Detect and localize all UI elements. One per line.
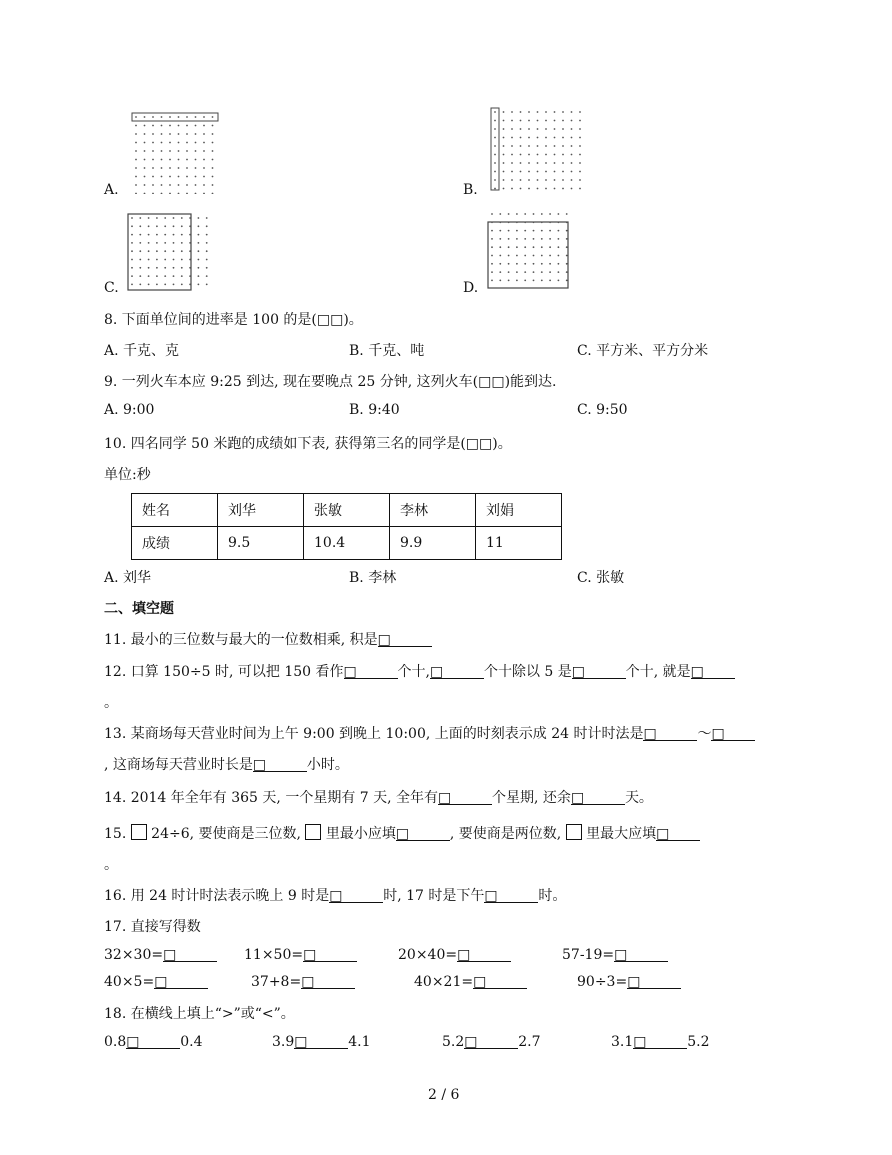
table-cell: 李林 bbox=[390, 494, 476, 527]
option-b-label: B. bbox=[463, 182, 478, 198]
blank-mark: □ bbox=[457, 947, 471, 963]
blank-mark: □ bbox=[438, 790, 452, 806]
answer-blank[interactable] bbox=[691, 664, 735, 679]
q15-text-c: 里最小应填 bbox=[325, 826, 396, 842]
q13-text-d: 小时。 bbox=[306, 757, 349, 773]
q12-text-b: 个十, bbox=[397, 664, 430, 680]
q16-text-a: 16. 用 24 时计时法表示晚上 9 时是 bbox=[104, 888, 330, 904]
calc-expression: 57-19= bbox=[562, 947, 615, 963]
q10-option-c: C. 张敏 bbox=[577, 570, 625, 586]
answer-blank[interactable] bbox=[464, 1034, 518, 1049]
dot-grid-figure-b bbox=[488, 106, 584, 194]
blank-mark: □ bbox=[154, 974, 168, 990]
blank-mark: □ bbox=[484, 888, 498, 904]
question-14 bbox=[104, 787, 653, 807]
blank-mark: □ bbox=[643, 726, 657, 742]
calc-item bbox=[104, 974, 208, 990]
answer-blank[interactable] bbox=[572, 664, 626, 679]
table-cell: 刘娟 bbox=[476, 494, 562, 527]
compare-item bbox=[104, 1034, 203, 1050]
compare-right: 4.1 bbox=[348, 1034, 371, 1050]
table-cell: 9.5 bbox=[218, 527, 304, 560]
digit-box bbox=[305, 824, 321, 840]
calc-item bbox=[244, 947, 357, 963]
answer-blank[interactable] bbox=[163, 947, 217, 962]
q9-option-b: B. 9:40 bbox=[349, 402, 400, 418]
q12-text-c: 个十除以 5 是 bbox=[483, 664, 572, 680]
blank-mark: □ bbox=[614, 947, 628, 963]
question-17-stem: 17. 直接写得数 bbox=[104, 919, 201, 935]
q14-text-a: 14. 2014 年全年有 365 天, 一个星期有 7 天, 全年有 bbox=[104, 790, 439, 806]
q14-text-c: 天。 bbox=[624, 790, 653, 806]
answer-blank[interactable] bbox=[430, 664, 484, 679]
dot-grid-figure-c bbox=[125, 210, 215, 294]
table-cell: 成绩 bbox=[132, 527, 218, 560]
blank-mark: □ bbox=[627, 974, 641, 990]
option-d-label: D. bbox=[463, 280, 479, 296]
option-a-label: A. bbox=[104, 182, 119, 198]
compare-left: 3.1 bbox=[611, 1034, 634, 1050]
blank-mark: □ bbox=[252, 757, 267, 773]
calc-item bbox=[414, 974, 527, 990]
blank-mark: □ bbox=[633, 1034, 647, 1050]
answer-blank[interactable] bbox=[344, 664, 398, 679]
blank-mark: □ bbox=[395, 826, 410, 842]
answer-blank[interactable] bbox=[627, 974, 681, 989]
q9-option-a: A. 9:00 bbox=[104, 402, 155, 418]
answer-blank[interactable] bbox=[571, 790, 625, 805]
q10-option-a: A. 刘华 bbox=[104, 570, 152, 586]
q9-option-c: C. 9:50 bbox=[577, 402, 628, 418]
question-12 bbox=[104, 661, 735, 681]
unit-label: 单位:秒 bbox=[104, 467, 151, 483]
answer-blank[interactable] bbox=[396, 826, 450, 841]
compare-right: 5.2 bbox=[687, 1034, 710, 1050]
answer-blank[interactable] bbox=[643, 726, 697, 741]
page-number: 2 / 6 bbox=[428, 1087, 460, 1103]
calc-expression: 40×5= bbox=[104, 974, 155, 990]
question-13-cont bbox=[104, 754, 349, 774]
q13-text-c: , 这商场每天营业时长是 bbox=[104, 757, 253, 773]
calc-expression: 11×50= bbox=[244, 947, 304, 963]
compare-item bbox=[442, 1034, 541, 1050]
blank-mark: □ bbox=[329, 888, 343, 904]
blank-mark: □ bbox=[711, 726, 725, 742]
section-heading: 二、填空题 bbox=[104, 601, 174, 617]
table-row bbox=[132, 527, 562, 560]
question-18-stem: 18. 在横线上填上“>”或“<”。 bbox=[104, 1006, 295, 1022]
q16-text-b: 时, 17 时是下午 bbox=[383, 888, 485, 904]
q12-end: 。 bbox=[104, 695, 118, 711]
answer-blank[interactable] bbox=[301, 974, 355, 989]
q8-option-b: B. 千克、吨 bbox=[349, 343, 425, 359]
table-cell: 11 bbox=[476, 527, 562, 560]
compare-left: 5.2 bbox=[442, 1034, 465, 1050]
question-13 bbox=[104, 723, 755, 743]
q12-text-d: 个十, 就是 bbox=[625, 664, 691, 680]
blank-mark: □ bbox=[126, 1034, 140, 1050]
option-c-label: C. bbox=[104, 280, 119, 296]
q15-text-a: 15. bbox=[104, 826, 127, 842]
compare-item bbox=[272, 1034, 371, 1050]
compare-right: 0.4 bbox=[180, 1034, 203, 1050]
digit-box bbox=[131, 824, 147, 840]
calc-expression: 37+8= bbox=[251, 974, 302, 990]
table-cell: 刘华 bbox=[218, 494, 304, 527]
blank-mark: □ bbox=[690, 664, 704, 680]
answer-blank[interactable] bbox=[633, 1034, 687, 1049]
blank-mark: □ bbox=[429, 664, 444, 680]
compare-left: 3.9 bbox=[272, 1034, 295, 1050]
results-table bbox=[131, 493, 562, 560]
blank-mark: □ bbox=[473, 974, 487, 990]
table-cell: 张敏 bbox=[304, 494, 390, 527]
answer-blank[interactable] bbox=[303, 947, 357, 962]
blank-mark: □ bbox=[343, 664, 357, 680]
question-8-stem: 8. 下面单位间的进率是 100 的是(□□)。 bbox=[104, 312, 363, 328]
blank-mark: □ bbox=[163, 947, 177, 963]
blank-mark: □ bbox=[303, 947, 317, 963]
q10-option-b: B. 李林 bbox=[349, 570, 397, 586]
q15-text-e: 里最大应填 bbox=[586, 826, 657, 842]
calc-item bbox=[562, 947, 668, 963]
answer-blank[interactable] bbox=[253, 757, 307, 772]
answer-blank[interactable] bbox=[329, 888, 383, 903]
table-cell: 10.4 bbox=[304, 527, 390, 560]
blank-mark: □ bbox=[464, 1034, 478, 1050]
q13-text-a: 13. 某商场每天营业时间为上午 9:00 到晚上 10:00, 上面的时刻表示成 24 时计时法是 bbox=[104, 726, 644, 742]
calc-item bbox=[104, 947, 217, 963]
answer-blank[interactable] bbox=[473, 974, 527, 989]
blank-mark: □ bbox=[570, 790, 585, 806]
answer-blank[interactable] bbox=[614, 947, 668, 962]
q8-option-c: C. 平方米、平方分米 bbox=[577, 343, 709, 359]
question-9-stem: 9. 一列火车本应 9:25 到达, 现在要晚点 25 分钟, 这列火车(□□)能到达. bbox=[104, 374, 557, 390]
calc-item bbox=[251, 974, 355, 990]
q15-text-d: , 要使商是两位数, bbox=[449, 826, 562, 842]
q15-end: 。 bbox=[104, 857, 118, 873]
answer-blank[interactable] bbox=[656, 826, 700, 841]
dot-grid-figure-a bbox=[130, 110, 222, 194]
answer-blank[interactable] bbox=[294, 1034, 348, 1049]
compare-item bbox=[611, 1034, 710, 1050]
question-16 bbox=[104, 885, 566, 905]
question-11 bbox=[104, 629, 432, 649]
compare-left: 0.8 bbox=[104, 1034, 127, 1050]
question-10-stem: 10. 四名同学 50 米跑的成绩如下表, 获得第三名的同学是(□□)。 bbox=[104, 436, 512, 452]
table-cell: 姓名 bbox=[132, 494, 218, 527]
blank-mark: □ bbox=[377, 632, 391, 648]
table-row bbox=[132, 494, 562, 527]
dot-grid-figure-d bbox=[484, 208, 574, 292]
blank-mark: □ bbox=[301, 974, 315, 990]
q15-text-b: 24÷6, 要使商是三位数, bbox=[151, 826, 301, 842]
digit-box bbox=[566, 824, 582, 840]
question-15 bbox=[104, 823, 700, 843]
answer-blank[interactable] bbox=[457, 947, 511, 962]
table-cell: 9.9 bbox=[390, 527, 476, 560]
q16-text-c: 时。 bbox=[538, 888, 567, 904]
calc-expression: 40×21= bbox=[414, 974, 474, 990]
calc-expression: 32×30= bbox=[104, 947, 164, 963]
answer-blank[interactable] bbox=[711, 726, 755, 741]
calc-item bbox=[577, 974, 681, 990]
q12-text-a: 12. 口算 150÷5 时, 可以把 150 看作 bbox=[104, 664, 344, 680]
q13-text-b: ～ bbox=[697, 726, 712, 742]
answer-blank[interactable] bbox=[154, 974, 208, 989]
q14-text-b: 个星期, 还余 bbox=[492, 790, 571, 806]
answer-blank[interactable] bbox=[438, 790, 492, 805]
answer-blank[interactable] bbox=[484, 888, 538, 903]
calc-expression: 90÷3= bbox=[577, 974, 628, 990]
calc-item bbox=[398, 947, 511, 963]
calc-expression: 20×40= bbox=[398, 947, 458, 963]
answer-blank[interactable] bbox=[378, 632, 432, 647]
blank-mark: □ bbox=[571, 664, 585, 680]
blank-mark: □ bbox=[656, 826, 670, 842]
compare-right: 2.7 bbox=[518, 1034, 541, 1050]
q11-text: 11. 最小的三位数与最大的一位数相乘, 积是 bbox=[104, 632, 378, 648]
q8-option-a: A. 千克、克 bbox=[104, 343, 180, 359]
blank-mark: □ bbox=[294, 1034, 308, 1050]
answer-blank[interactable] bbox=[126, 1034, 180, 1049]
